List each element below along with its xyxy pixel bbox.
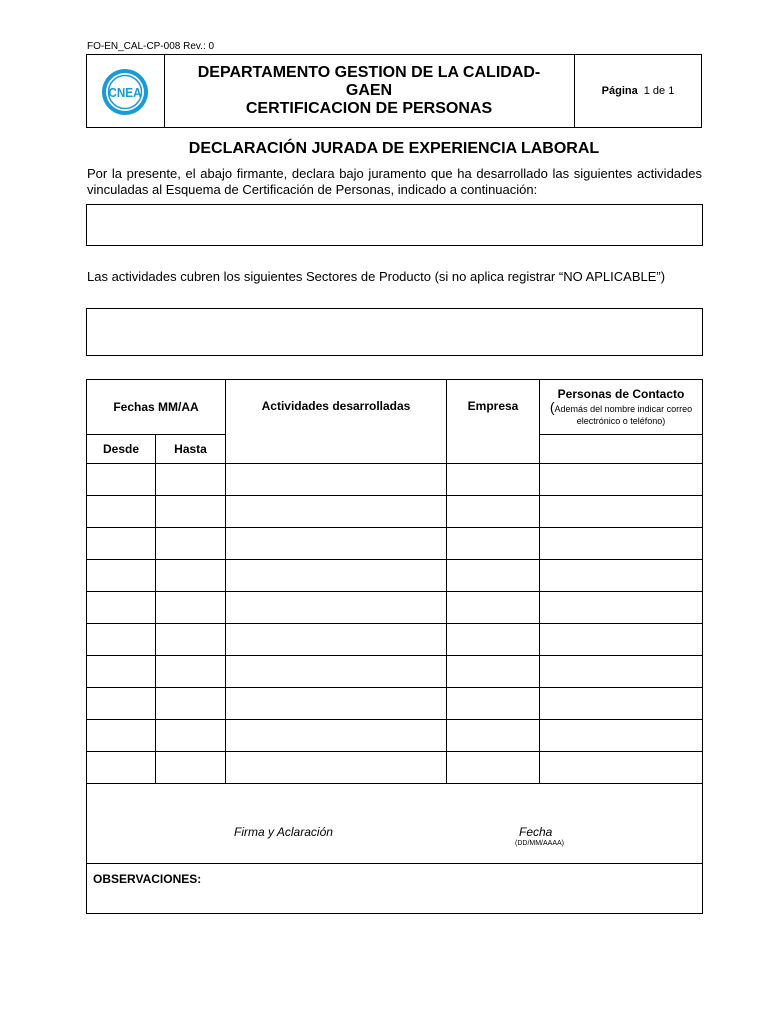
col-header-contact: [540, 380, 703, 435]
date-label: Fecha: [519, 825, 553, 839]
cell-to[interactable]: [156, 528, 226, 560]
logo-text: CNEA: [108, 85, 142, 101]
cell-from[interactable]: [87, 688, 156, 720]
cell-to[interactable]: [156, 496, 226, 528]
header-title-line3: CERTIFICACION DE PERSONAS: [245, 100, 493, 117]
observations-label: OBSERVACIONES:: [93, 872, 202, 886]
table-row: [87, 560, 703, 592]
activities-scheme-field[interactable]: [86, 204, 703, 246]
document-header: [86, 54, 702, 128]
signature-row: [87, 784, 703, 864]
cnea-logo: [87, 55, 164, 127]
table-row: [87, 752, 703, 784]
cell-from[interactable]: [87, 624, 156, 656]
cell-activities[interactable]: [226, 592, 447, 624]
table-row: [87, 720, 703, 752]
cell-company[interactable]: [447, 656, 540, 688]
table-header-row: [87, 380, 703, 435]
cell-from[interactable]: [87, 592, 156, 624]
col-header-to: Hasta: [156, 435, 226, 464]
table-row: [87, 496, 703, 528]
cell-activities[interactable]: [226, 656, 447, 688]
table-row: [87, 688, 703, 720]
cell-from[interactable]: [87, 496, 156, 528]
cell-activities[interactable]: [226, 720, 447, 752]
header-title-line2: GAEN: [345, 82, 393, 99]
cell-activities[interactable]: [226, 496, 447, 528]
cell-to[interactable]: [156, 720, 226, 752]
contact-note-text: Además del nombre indicar correo electrónico o teléfono): [554, 404, 693, 426]
cell-company[interactable]: [447, 592, 540, 624]
cell-to[interactable]: [156, 656, 226, 688]
col-header-activities: Actividades desarrolladas: [226, 380, 447, 464]
table-row: [87, 592, 703, 624]
cell-activities[interactable]: [226, 464, 447, 496]
col-header-company: Empresa: [447, 380, 540, 464]
cell-contact[interactable]: [540, 656, 703, 688]
cell-company[interactable]: [447, 720, 540, 752]
cell-to[interactable]: [156, 592, 226, 624]
experience-table: [86, 379, 703, 914]
cell-company[interactable]: [447, 752, 540, 784]
cell-contact[interactable]: [540, 720, 703, 752]
signature-cell[interactable]: [87, 784, 703, 864]
cell-company[interactable]: [447, 560, 540, 592]
table-row: [87, 528, 703, 560]
cell-to[interactable]: [156, 560, 226, 592]
header-title: [164, 55, 575, 127]
sectors-text: Las actividades cubren los siguientes Sectores de Producto (si no aplica registrar “NO APLICABLE”): [87, 269, 666, 284]
cell-from[interactable]: [87, 656, 156, 688]
header-title-line1: DEPARTAMENTO GESTION DE LA CALIDAD-: [197, 64, 541, 81]
table-row: [87, 656, 703, 688]
contact-subheader-empty: [540, 435, 703, 464]
cell-from[interactable]: [87, 720, 156, 752]
date-format: (DD/MM/AAAA): [515, 840, 564, 847]
page-number: [575, 55, 701, 127]
observations-row: [87, 864, 703, 914]
cell-company[interactable]: [447, 624, 540, 656]
cell-to[interactable]: [156, 752, 226, 784]
cell-from[interactable]: [87, 752, 156, 784]
cell-contact[interactable]: [540, 496, 703, 528]
cell-activities[interactable]: [226, 560, 447, 592]
cell-company[interactable]: [447, 688, 540, 720]
cell-contact[interactable]: [540, 592, 703, 624]
col-header-dates: Fechas MM/AA: [87, 380, 226, 435]
contact-paren: (: [549, 399, 555, 415]
form-code: FO-EN_CAL-CP-008 Rev.: 0: [87, 41, 215, 52]
cell-activities[interactable]: [226, 752, 447, 784]
page-label: Página: [601, 85, 638, 97]
cell-company[interactable]: [447, 528, 540, 560]
table-row: [87, 624, 703, 656]
cell-contact[interactable]: [540, 752, 703, 784]
signature-label: Firma y Aclaración: [234, 825, 333, 839]
cell-company[interactable]: [447, 464, 540, 496]
cell-company[interactable]: [447, 496, 540, 528]
cell-activities[interactable]: [226, 624, 447, 656]
col-header-from: Desde: [87, 435, 156, 464]
page-value: 1 de 1: [643, 85, 675, 97]
observations-cell[interactable]: [87, 864, 703, 914]
cell-to[interactable]: [156, 464, 226, 496]
cell-contact[interactable]: [540, 624, 703, 656]
intro-text: Por la presente, el abajo firmante, declara bajo juramento que ha desarrollado las siguientes actividades vinculadas al Esquema de Certificación de Personas, indicado a continuación:: [87, 166, 702, 197]
cell-contact[interactable]: [540, 464, 703, 496]
cell-contact[interactable]: [540, 528, 703, 560]
cell-contact[interactable]: [540, 560, 703, 592]
cell-from[interactable]: [87, 528, 156, 560]
logo-cell: [87, 55, 165, 127]
table-row: [87, 464, 703, 496]
sectors-field[interactable]: [86, 308, 703, 356]
cell-contact[interactable]: [540, 688, 703, 720]
cell-activities[interactable]: [226, 528, 447, 560]
cell-to[interactable]: [156, 624, 226, 656]
cell-to[interactable]: [156, 688, 226, 720]
cell-from[interactable]: [87, 464, 156, 496]
cell-from[interactable]: [87, 560, 156, 592]
cell-activities[interactable]: [226, 688, 447, 720]
contact-header-title: Personas de Contacto: [557, 387, 685, 401]
contact-header-note: [540, 401, 702, 427]
document-title: DECLARACIÓN JURADA DE EXPERIENCIA LABORAL: [188, 140, 600, 157]
